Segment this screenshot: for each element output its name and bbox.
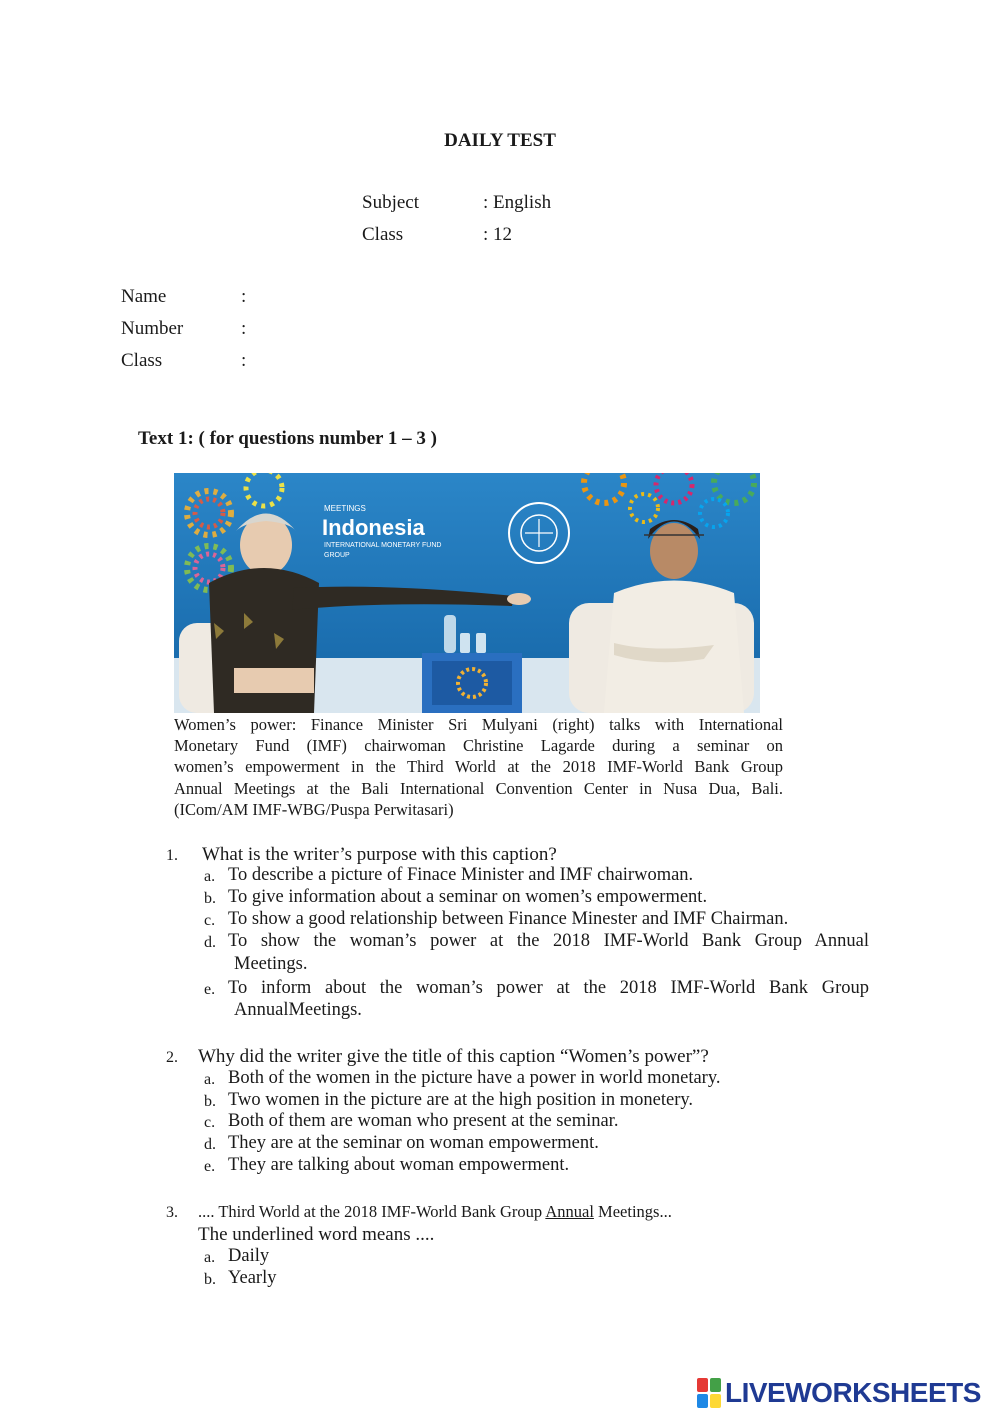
q1-option-c: To show a good relationship between Finance Minester and IMF Chairman.: [228, 909, 789, 929]
class-label: Class: [362, 224, 404, 245]
q2-option-c-letter: c.: [204, 1114, 216, 1131]
caption-photo: [174, 473, 760, 713]
q3-option-a: Daily: [228, 1246, 270, 1266]
q2-option-e: They are talking about woman empowerment.: [228, 1155, 570, 1175]
banner-small-2: INTERNATIONAL MONETARY FUND: [324, 542, 442, 549]
number-colon: :: [241, 318, 247, 339]
q3-option-b-letter: b.: [204, 1271, 216, 1288]
question-3-quote: [198, 1202, 672, 1222]
banner-small-3: GROUP: [324, 552, 350, 559]
subject-label: Subject: [362, 192, 419, 213]
caption-line-2: Monetary Fund (IMF) chairwoman Christine Lagarde during a seminar on: [174, 736, 783, 756]
subject-value: : English: [483, 192, 552, 213]
caption-line-5: (ICom/AM IMF-WBG/Puspa Perwitasari): [174, 799, 454, 819]
photo-caption: [174, 714, 783, 820]
q3-option-a-letter: a.: [204, 1249, 216, 1266]
q1-option-e: To inform about the woman’s power at the 2018 IMF-World Bank Group: [228, 978, 869, 998]
banner-small-1: MEETINGS: [324, 504, 366, 513]
name-colon: :: [241, 286, 247, 307]
q2-option-a-letter: a.: [204, 1071, 216, 1088]
liveworksheets-logo-icon: [697, 1378, 721, 1408]
q2-option-b: Two women in the picture are at the high position in monetery.: [228, 1090, 694, 1110]
question-3-number: 3.: [166, 1204, 178, 1221]
question-1-text: What is the writer’s purpose with this caption?: [202, 844, 557, 865]
name-label: Name: [121, 286, 167, 307]
q1-option-d-letter: d.: [204, 934, 216, 951]
caption-line-3: women’s empowerment in the Third World at the 2018 IMF-World Bank Group: [174, 757, 783, 777]
q1-option-b-letter: b.: [204, 890, 216, 907]
caption-line-1: Women’s power: Finance Minister Sri Mulyani (right) talks with International: [174, 715, 783, 734]
q2-option-c: Both of them are woman who present at the seminar.: [228, 1111, 619, 1131]
q1-option-d-cont: Meetings.: [234, 954, 308, 974]
q1-option-a-letter: a.: [204, 868, 216, 885]
quote-underlined-word: Annual: [545, 1202, 594, 1221]
question-2-text: Why did the writer give the title of this caption “Women’s power”?: [198, 1046, 709, 1067]
q2-option-d-letter: d.: [204, 1136, 216, 1153]
liveworksheets-logo: [697, 1376, 981, 1410]
question-1-number: 1.: [166, 847, 178, 864]
q2-option-a: Both of the women in the picture have a power in world monetary.: [228, 1068, 721, 1088]
caption-line-4: Annual Meetings at the Bali International Convention Center in Nusa Dua, Bali.: [174, 778, 783, 798]
q1-option-c-letter: c.: [204, 912, 216, 929]
student-class-label: Class: [121, 350, 163, 371]
question-2-number: 2.: [166, 1049, 178, 1066]
q1-option-e-letter: e.: [204, 981, 216, 998]
text1-heading: Text 1: ( for questions number 1 – 3 ): [138, 428, 437, 449]
q1-option-e-cont: AnnualMeetings.: [234, 1000, 362, 1020]
q1-option-a: To describe a picture of Finace Minister and IMF chairwoman.: [228, 865, 694, 885]
page-title: DAILY TEST: [444, 130, 556, 151]
quote-after: Meetings...: [593, 1202, 672, 1221]
q1-option-b: To give information about a seminar on women’s empowerment.: [228, 887, 708, 907]
q2-option-d: They are at the seminar on woman empowerment.: [228, 1133, 599, 1153]
q2-option-b-letter: b.: [204, 1093, 216, 1110]
class-colon: :: [241, 350, 247, 371]
q2-option-e-letter: e.: [204, 1158, 216, 1175]
quote-before: .... Third World at the 2018 IMF-World Bank Group: [198, 1202, 546, 1221]
question-3-text: The underlined word means ....: [198, 1224, 435, 1245]
number-label: Number: [121, 318, 184, 339]
q1-option-d: To show the woman’s power at the 2018 IMF-World Bank Group Annual: [228, 931, 869, 951]
logo-text: LIVEWORKSHEETS: [725, 1377, 981, 1408]
banner-text: Indonesia: [322, 515, 425, 540]
q3-option-b: Yearly: [228, 1268, 277, 1288]
class-value: : 12: [483, 224, 513, 245]
